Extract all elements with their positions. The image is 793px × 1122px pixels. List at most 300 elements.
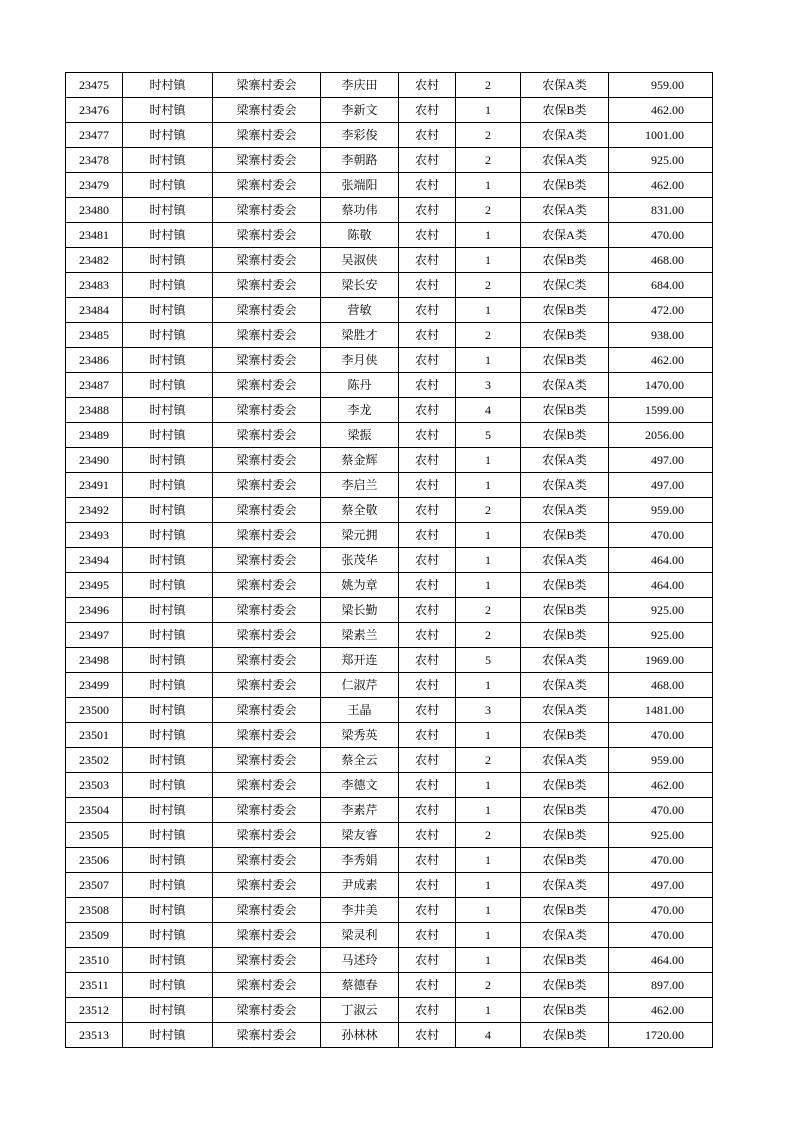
cell-record-id: 23513 xyxy=(66,1023,123,1048)
cell-area-type: 农村 xyxy=(399,898,456,923)
cell-insurance-category: 农保B类 xyxy=(521,973,609,998)
cell-person-name: 蔡功伟 xyxy=(321,198,399,223)
table-row xyxy=(66,148,713,173)
table-row xyxy=(66,948,713,973)
cell-area-type: 农村 xyxy=(399,323,456,348)
cell-area-type: 农村 xyxy=(399,948,456,973)
cell-person-name: 丁淑云 xyxy=(321,998,399,1023)
cell-amount: 925.00 xyxy=(609,623,713,648)
cell-area-type: 农村 xyxy=(399,998,456,1023)
cell-insurance-category: 农保B类 xyxy=(521,598,609,623)
cell-person-count: 1 xyxy=(456,798,521,823)
cell-town: 时村镇 xyxy=(123,348,213,373)
cell-insurance-category: 农保B类 xyxy=(521,348,609,373)
cell-person-name: 李德文 xyxy=(321,773,399,798)
cell-town: 时村镇 xyxy=(123,123,213,148)
cell-village-committee: 梁寨村委会 xyxy=(213,373,321,398)
cell-insurance-category: 农保A类 xyxy=(521,373,609,398)
data-table xyxy=(65,72,713,1048)
table-row xyxy=(66,423,713,448)
cell-village-committee: 梁寨村委会 xyxy=(213,823,321,848)
cell-record-id: 23511 xyxy=(66,973,123,998)
table-row xyxy=(66,798,713,823)
cell-person-count: 1 xyxy=(456,898,521,923)
cell-area-type: 农村 xyxy=(399,673,456,698)
cell-insurance-category: 农保B类 xyxy=(521,398,609,423)
cell-record-id: 23489 xyxy=(66,423,123,448)
cell-town: 时村镇 xyxy=(123,823,213,848)
cell-village-committee: 梁寨村委会 xyxy=(213,973,321,998)
cell-village-committee: 梁寨村委会 xyxy=(213,748,321,773)
cell-person-count: 1 xyxy=(456,248,521,273)
cell-insurance-category: 农保A类 xyxy=(521,73,609,98)
cell-amount: 959.00 xyxy=(609,498,713,523)
cell-town: 时村镇 xyxy=(123,473,213,498)
table-row xyxy=(66,973,713,998)
cell-village-committee: 梁寨村委会 xyxy=(213,648,321,673)
table-row xyxy=(66,123,713,148)
cell-record-id: 23479 xyxy=(66,173,123,198)
table-row xyxy=(66,298,713,323)
cell-record-id: 23487 xyxy=(66,373,123,398)
cell-record-id: 23481 xyxy=(66,223,123,248)
cell-village-committee: 梁寨村委会 xyxy=(213,573,321,598)
cell-person-name: 梁灵利 xyxy=(321,923,399,948)
cell-record-id: 23507 xyxy=(66,873,123,898)
cell-person-count: 1 xyxy=(456,448,521,473)
cell-person-name: 营敏 xyxy=(321,298,399,323)
table-row xyxy=(66,323,713,348)
table-row xyxy=(66,748,713,773)
cell-insurance-category: 农保A类 xyxy=(521,923,609,948)
cell-person-count: 3 xyxy=(456,373,521,398)
cell-person-name: 李庆田 xyxy=(321,73,399,98)
cell-person-name: 张茂华 xyxy=(321,548,399,573)
cell-person-count: 1 xyxy=(456,523,521,548)
cell-person-name: 张端阳 xyxy=(321,173,399,198)
cell-record-id: 23505 xyxy=(66,823,123,848)
cell-amount: 472.00 xyxy=(609,298,713,323)
cell-person-count: 1 xyxy=(456,998,521,1023)
cell-town: 时村镇 xyxy=(123,373,213,398)
cell-amount: 925.00 xyxy=(609,823,713,848)
cell-amount: 468.00 xyxy=(609,673,713,698)
cell-town: 时村镇 xyxy=(123,923,213,948)
cell-village-committee: 梁寨村委会 xyxy=(213,798,321,823)
cell-village-committee: 梁寨村委会 xyxy=(213,698,321,723)
cell-amount: 470.00 xyxy=(609,923,713,948)
cell-area-type: 农村 xyxy=(399,448,456,473)
cell-record-id: 23485 xyxy=(66,323,123,348)
cell-person-count: 2 xyxy=(456,323,521,348)
cell-town: 时村镇 xyxy=(123,648,213,673)
table-row xyxy=(66,848,713,873)
table-row xyxy=(66,73,713,98)
cell-record-id: 23484 xyxy=(66,298,123,323)
cell-town: 时村镇 xyxy=(123,298,213,323)
cell-area-type: 农村 xyxy=(399,1023,456,1048)
cell-person-name: 梁长安 xyxy=(321,273,399,298)
cell-person-name: 李素芹 xyxy=(321,798,399,823)
cell-person-count: 2 xyxy=(456,73,521,98)
table-row xyxy=(66,448,713,473)
cell-village-committee: 梁寨村委会 xyxy=(213,298,321,323)
cell-person-count: 2 xyxy=(456,148,521,173)
table-row xyxy=(66,1023,713,1048)
cell-amount: 470.00 xyxy=(609,898,713,923)
cell-person-count: 1 xyxy=(456,773,521,798)
cell-person-name: 蔡德春 xyxy=(321,973,399,998)
cell-person-name: 蔡全敬 xyxy=(321,498,399,523)
cell-amount: 470.00 xyxy=(609,223,713,248)
cell-person-name: 李朝路 xyxy=(321,148,399,173)
cell-insurance-category: 农保A类 xyxy=(521,198,609,223)
cell-insurance-category: 农保B类 xyxy=(521,248,609,273)
cell-person-count: 3 xyxy=(456,698,521,723)
cell-village-committee: 梁寨村委会 xyxy=(213,723,321,748)
cell-amount: 831.00 xyxy=(609,198,713,223)
cell-record-id: 23506 xyxy=(66,848,123,873)
cell-village-committee: 梁寨村委会 xyxy=(213,98,321,123)
cell-town: 时村镇 xyxy=(123,423,213,448)
cell-person-count: 4 xyxy=(456,1023,521,1048)
cell-record-id: 23477 xyxy=(66,123,123,148)
cell-record-id: 23510 xyxy=(66,948,123,973)
cell-village-committee: 梁寨村委会 xyxy=(213,548,321,573)
table-row xyxy=(66,198,713,223)
cell-area-type: 农村 xyxy=(399,248,456,273)
cell-town: 时村镇 xyxy=(123,548,213,573)
table-row xyxy=(66,598,713,623)
cell-record-id: 23502 xyxy=(66,748,123,773)
table-row xyxy=(66,823,713,848)
cell-area-type: 农村 xyxy=(399,573,456,598)
cell-person-count: 1 xyxy=(456,173,521,198)
cell-insurance-category: 农保A类 xyxy=(521,698,609,723)
cell-person-name: 孙林林 xyxy=(321,1023,399,1048)
cell-insurance-category: 农保A类 xyxy=(521,498,609,523)
cell-town: 时村镇 xyxy=(123,148,213,173)
cell-amount: 897.00 xyxy=(609,973,713,998)
cell-amount: 462.00 xyxy=(609,998,713,1023)
cell-town: 时村镇 xyxy=(123,398,213,423)
cell-village-committee: 梁寨村委会 xyxy=(213,73,321,98)
cell-person-count: 1 xyxy=(456,873,521,898)
cell-amount: 1481.00 xyxy=(609,698,713,723)
cell-town: 时村镇 xyxy=(123,873,213,898)
cell-record-id: 23500 xyxy=(66,698,123,723)
cell-insurance-category: 农保B类 xyxy=(521,98,609,123)
table-row xyxy=(66,523,713,548)
table-row xyxy=(66,698,713,723)
cell-insurance-category: 农保B类 xyxy=(521,898,609,923)
cell-person-count: 1 xyxy=(456,473,521,498)
cell-record-id: 23490 xyxy=(66,448,123,473)
cell-insurance-category: 农保B类 xyxy=(521,773,609,798)
cell-town: 时村镇 xyxy=(123,223,213,248)
cell-record-id: 23508 xyxy=(66,898,123,923)
cell-record-id: 23498 xyxy=(66,648,123,673)
cell-area-type: 农村 xyxy=(399,298,456,323)
cell-village-committee: 梁寨村委会 xyxy=(213,673,321,698)
cell-amount: 925.00 xyxy=(609,598,713,623)
cell-person-name: 仁淑芹 xyxy=(321,673,399,698)
cell-insurance-category: 农保C类 xyxy=(521,273,609,298)
cell-record-id: 23503 xyxy=(66,773,123,798)
table-row xyxy=(66,498,713,523)
cell-amount: 1599.00 xyxy=(609,398,713,423)
cell-village-committee: 梁寨村委会 xyxy=(213,598,321,623)
cell-village-committee: 梁寨村委会 xyxy=(213,148,321,173)
cell-town: 时村镇 xyxy=(123,573,213,598)
cell-record-id: 23493 xyxy=(66,523,123,548)
cell-insurance-category: 农保B类 xyxy=(521,623,609,648)
cell-amount: 1001.00 xyxy=(609,123,713,148)
cell-person-name: 李秀娟 xyxy=(321,848,399,873)
table-row xyxy=(66,548,713,573)
cell-area-type: 农村 xyxy=(399,173,456,198)
cell-town: 时村镇 xyxy=(123,673,213,698)
cell-area-type: 农村 xyxy=(399,848,456,873)
cell-area-type: 农村 xyxy=(399,798,456,823)
cell-amount: 462.00 xyxy=(609,173,713,198)
cell-person-count: 1 xyxy=(456,948,521,973)
cell-area-type: 农村 xyxy=(399,698,456,723)
cell-town: 时村镇 xyxy=(123,73,213,98)
cell-person-name: 李新文 xyxy=(321,98,399,123)
cell-town: 时村镇 xyxy=(123,773,213,798)
cell-village-committee: 梁寨村委会 xyxy=(213,898,321,923)
cell-person-count: 4 xyxy=(456,398,521,423)
cell-amount: 497.00 xyxy=(609,873,713,898)
cell-person-name: 陈敬 xyxy=(321,223,399,248)
cell-village-committee: 梁寨村委会 xyxy=(213,948,321,973)
cell-amount: 938.00 xyxy=(609,323,713,348)
cell-person-count: 1 xyxy=(456,723,521,748)
cell-record-id: 23512 xyxy=(66,998,123,1023)
cell-amount: 468.00 xyxy=(609,248,713,273)
cell-area-type: 农村 xyxy=(399,823,456,848)
cell-person-name: 李月侠 xyxy=(321,348,399,373)
cell-amount: 464.00 xyxy=(609,573,713,598)
cell-town: 时村镇 xyxy=(123,523,213,548)
cell-person-name: 郑开连 xyxy=(321,648,399,673)
cell-insurance-category: 农保B类 xyxy=(521,423,609,448)
cell-area-type: 农村 xyxy=(399,148,456,173)
cell-area-type: 农村 xyxy=(399,873,456,898)
cell-insurance-category: 农保B类 xyxy=(521,573,609,598)
cell-area-type: 农村 xyxy=(399,198,456,223)
cell-person-count: 2 xyxy=(456,973,521,998)
cell-person-name: 梁秀英 xyxy=(321,723,399,748)
cell-town: 时村镇 xyxy=(123,973,213,998)
table-row xyxy=(66,173,713,198)
cell-person-count: 2 xyxy=(456,823,521,848)
cell-area-type: 农村 xyxy=(399,773,456,798)
cell-person-name: 陈丹 xyxy=(321,373,399,398)
cell-town: 时村镇 xyxy=(123,323,213,348)
cell-person-name: 蔡金辉 xyxy=(321,448,399,473)
cell-town: 时村镇 xyxy=(123,273,213,298)
cell-town: 时村镇 xyxy=(123,173,213,198)
cell-village-committee: 梁寨村委会 xyxy=(213,623,321,648)
table-row xyxy=(66,998,713,1023)
table-row xyxy=(66,923,713,948)
cell-person-count: 2 xyxy=(456,273,521,298)
cell-insurance-category: 农保A类 xyxy=(521,223,609,248)
cell-area-type: 农村 xyxy=(399,373,456,398)
cell-town: 时村镇 xyxy=(123,698,213,723)
cell-person-count: 1 xyxy=(456,923,521,948)
cell-person-name: 李启兰 xyxy=(321,473,399,498)
cell-insurance-category: 农保B类 xyxy=(521,823,609,848)
cell-town: 时村镇 xyxy=(123,798,213,823)
table-body xyxy=(66,73,713,1048)
cell-town: 时村镇 xyxy=(123,448,213,473)
table-row xyxy=(66,473,713,498)
cell-village-committee: 梁寨村委会 xyxy=(213,773,321,798)
cell-person-name: 蔡全云 xyxy=(321,748,399,773)
cell-person-count: 2 xyxy=(456,198,521,223)
cell-insurance-category: 农保A类 xyxy=(521,473,609,498)
cell-person-name: 梁友睿 xyxy=(321,823,399,848)
cell-person-name: 王晶 xyxy=(321,698,399,723)
cell-amount: 470.00 xyxy=(609,798,713,823)
cell-record-id: 23492 xyxy=(66,498,123,523)
cell-village-committee: 梁寨村委会 xyxy=(213,323,321,348)
cell-person-count: 1 xyxy=(456,673,521,698)
cell-person-name: 梁元拥 xyxy=(321,523,399,548)
table-row xyxy=(66,223,713,248)
cell-area-type: 农村 xyxy=(399,648,456,673)
cell-record-id: 23488 xyxy=(66,398,123,423)
cell-person-name: 李彩俊 xyxy=(321,123,399,148)
cell-area-type: 农村 xyxy=(399,398,456,423)
cell-amount: 462.00 xyxy=(609,773,713,798)
table-row xyxy=(66,623,713,648)
cell-person-count: 1 xyxy=(456,98,521,123)
cell-record-id: 23476 xyxy=(66,98,123,123)
cell-insurance-category: 农保A类 xyxy=(521,123,609,148)
cell-town: 时村镇 xyxy=(123,848,213,873)
table-row xyxy=(66,348,713,373)
cell-area-type: 农村 xyxy=(399,273,456,298)
cell-village-committee: 梁寨村委会 xyxy=(213,848,321,873)
cell-person-count: 1 xyxy=(456,548,521,573)
cell-town: 时村镇 xyxy=(123,998,213,1023)
cell-village-committee: 梁寨村委会 xyxy=(213,473,321,498)
cell-area-type: 农村 xyxy=(399,423,456,448)
cell-insurance-category: 农保A类 xyxy=(521,448,609,473)
cell-amount: 470.00 xyxy=(609,723,713,748)
cell-record-id: 23475 xyxy=(66,73,123,98)
cell-village-committee: 梁寨村委会 xyxy=(213,173,321,198)
cell-insurance-category: 农保A类 xyxy=(521,873,609,898)
cell-village-committee: 梁寨村委会 xyxy=(213,398,321,423)
table-row xyxy=(66,773,713,798)
cell-insurance-category: 农保A类 xyxy=(521,548,609,573)
cell-person-name: 梁振 xyxy=(321,423,399,448)
cell-person-name: 梁素兰 xyxy=(321,623,399,648)
table-row xyxy=(66,898,713,923)
cell-record-id: 23480 xyxy=(66,198,123,223)
cell-village-committee: 梁寨村委会 xyxy=(213,248,321,273)
cell-insurance-category: 农保B类 xyxy=(521,998,609,1023)
cell-insurance-category: 农保B类 xyxy=(521,173,609,198)
cell-insurance-category: 农保B类 xyxy=(521,523,609,548)
cell-insurance-category: 农保B类 xyxy=(521,848,609,873)
cell-area-type: 农村 xyxy=(399,123,456,148)
cell-record-id: 23496 xyxy=(66,598,123,623)
cell-area-type: 农村 xyxy=(399,348,456,373)
cell-person-name: 吴淑侠 xyxy=(321,248,399,273)
table-row xyxy=(66,673,713,698)
cell-insurance-category: 农保A类 xyxy=(521,748,609,773)
cell-person-count: 1 xyxy=(456,298,521,323)
table-row xyxy=(66,648,713,673)
cell-village-committee: 梁寨村委会 xyxy=(213,423,321,448)
table-row xyxy=(66,248,713,273)
cell-amount: 1470.00 xyxy=(609,373,713,398)
cell-village-committee: 梁寨村委会 xyxy=(213,123,321,148)
cell-area-type: 农村 xyxy=(399,548,456,573)
cell-person-count: 1 xyxy=(456,573,521,598)
cell-village-committee: 梁寨村委会 xyxy=(213,923,321,948)
cell-area-type: 农村 xyxy=(399,748,456,773)
cell-town: 时村镇 xyxy=(123,948,213,973)
cell-area-type: 农村 xyxy=(399,598,456,623)
cell-amount: 462.00 xyxy=(609,98,713,123)
cell-person-count: 5 xyxy=(456,423,521,448)
cell-area-type: 农村 xyxy=(399,98,456,123)
cell-person-count: 1 xyxy=(456,223,521,248)
cell-amount: 959.00 xyxy=(609,73,713,98)
cell-town: 时村镇 xyxy=(123,748,213,773)
cell-person-count: 1 xyxy=(456,348,521,373)
cell-person-count: 5 xyxy=(456,648,521,673)
cell-record-id: 23486 xyxy=(66,348,123,373)
cell-village-committee: 梁寨村委会 xyxy=(213,523,321,548)
cell-amount: 470.00 xyxy=(609,848,713,873)
cell-amount: 497.00 xyxy=(609,448,713,473)
cell-record-id: 23501 xyxy=(66,723,123,748)
cell-person-count: 2 xyxy=(456,498,521,523)
cell-person-count: 2 xyxy=(456,623,521,648)
cell-area-type: 农村 xyxy=(399,523,456,548)
cell-insurance-category: 农保B类 xyxy=(521,948,609,973)
table-row xyxy=(66,373,713,398)
cell-town: 时村镇 xyxy=(123,248,213,273)
cell-record-id: 23491 xyxy=(66,473,123,498)
cell-village-committee: 梁寨村委会 xyxy=(213,348,321,373)
cell-area-type: 农村 xyxy=(399,623,456,648)
cell-person-count: 2 xyxy=(456,123,521,148)
cell-record-id: 23504 xyxy=(66,798,123,823)
cell-village-committee: 梁寨村委会 xyxy=(213,223,321,248)
cell-village-committee: 梁寨村委会 xyxy=(213,273,321,298)
cell-record-id: 23483 xyxy=(66,273,123,298)
cell-amount: 684.00 xyxy=(609,273,713,298)
cell-amount: 462.00 xyxy=(609,348,713,373)
cell-area-type: 农村 xyxy=(399,923,456,948)
cell-area-type: 农村 xyxy=(399,498,456,523)
cell-area-type: 农村 xyxy=(399,473,456,498)
cell-person-name: 李井美 xyxy=(321,898,399,923)
cell-village-committee: 梁寨村委会 xyxy=(213,448,321,473)
table-row xyxy=(66,873,713,898)
cell-insurance-category: 农保B类 xyxy=(521,323,609,348)
cell-town: 时村镇 xyxy=(123,898,213,923)
